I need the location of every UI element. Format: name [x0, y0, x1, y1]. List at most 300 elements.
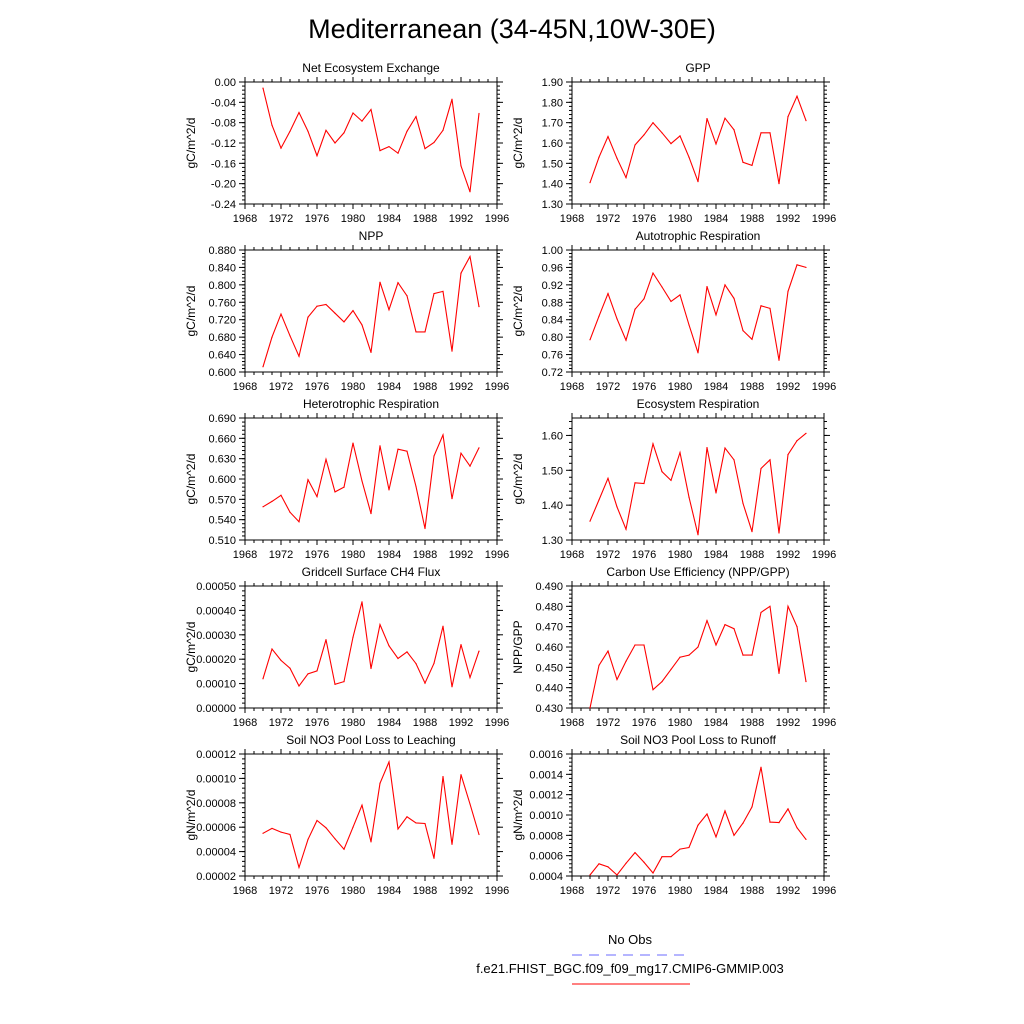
data-point: [778, 183, 779, 184]
data-point: [388, 489, 389, 490]
data-point: [280, 495, 281, 496]
series-line: [590, 96, 806, 184]
y-tick-label: 1.80: [541, 97, 563, 110]
data-point: [643, 298, 644, 299]
series-line: [263, 88, 479, 192]
data-point: [424, 528, 425, 529]
y-tick-label: 0.630: [208, 453, 236, 466]
data-point: [424, 148, 425, 149]
data-point: [715, 314, 716, 315]
data-point: [334, 491, 335, 492]
data-point: [433, 663, 434, 664]
y-tick-label: 1.50: [541, 465, 563, 478]
data-point: [742, 823, 743, 824]
y-tick-label: 0.00030: [196, 629, 236, 642]
data-point: [352, 827, 353, 828]
data-point: [778, 673, 779, 674]
data-point: [706, 447, 707, 448]
data-point: [616, 318, 617, 319]
data-point: [787, 454, 788, 455]
data-point: [643, 483, 644, 484]
series-line: [263, 435, 479, 529]
x-tick-label: 1972: [595, 549, 621, 561]
data-point: [724, 624, 725, 625]
panel-net-ecosystem-exchange: [184, 61, 509, 225]
y-tick-label: 0.00040: [196, 605, 236, 618]
data-point: [715, 836, 716, 837]
x-tick-label: 1972: [268, 549, 294, 561]
data-point: [670, 856, 671, 857]
data-point: [679, 848, 680, 849]
data-point: [370, 841, 371, 842]
y-tick-label: 0.00012: [196, 749, 236, 761]
data-point: [598, 316, 599, 317]
data-point: [751, 339, 752, 340]
y-tick-label: 0.840: [208, 262, 236, 275]
data-point: [451, 350, 452, 351]
panel-title: Soil NO3 Pool Loss to Leaching: [286, 733, 456, 747]
data-point: [397, 658, 398, 659]
data-point: [589, 521, 590, 522]
x-tick-label: 1988: [412, 717, 438, 729]
x-tick-label: 1980: [667, 717, 693, 729]
data-point: [298, 112, 299, 113]
data-point: [733, 459, 734, 460]
data-point: [769, 308, 770, 309]
data-point: [625, 177, 626, 178]
data-point: [451, 99, 452, 100]
y-axis-label: gC/m^2/d: [184, 285, 198, 337]
data-point: [751, 655, 752, 656]
x-tick-label: 1968: [232, 213, 258, 225]
data-point: [697, 181, 698, 182]
x-tick-label: 1988: [412, 885, 438, 897]
plot-frame: [572, 250, 824, 372]
x-tick-label: 1968: [559, 381, 585, 393]
x-tick-label: 1976: [304, 885, 330, 897]
data-point: [262, 678, 263, 679]
x-tick-label: 1988: [412, 381, 438, 393]
data-point: [643, 644, 644, 645]
data-point: [769, 132, 770, 133]
data-point: [679, 657, 680, 658]
data-point: [352, 637, 353, 638]
data-point: [787, 606, 788, 607]
y-tick-label: 0.84: [541, 314, 563, 327]
y-tick-label: 0.600: [208, 367, 236, 379]
y-tick-label: 0.00002: [196, 871, 236, 883]
data-point: [751, 806, 752, 807]
y-tick-label: 0.72: [541, 367, 563, 379]
data-point: [406, 295, 407, 296]
x-tick-label: 1968: [559, 717, 585, 729]
panel-title: Soil NO3 Pool Loss to Runoff: [620, 733, 776, 747]
data-point: [460, 644, 461, 645]
x-tick-label: 1976: [631, 885, 657, 897]
data-point: [460, 453, 461, 454]
y-tick-label: 0.880: [208, 245, 236, 257]
data-point: [379, 282, 380, 283]
series-line: [263, 257, 479, 367]
x-tick-label: 1968: [232, 717, 258, 729]
y-tick-label: 0.00010: [196, 678, 236, 691]
data-point: [652, 272, 653, 273]
y-tick-label: -0.04: [210, 97, 236, 110]
x-tick-label: 1980: [340, 213, 366, 225]
data-point: [424, 331, 425, 332]
x-tick-label: 1980: [667, 213, 693, 225]
data-point: [442, 776, 443, 777]
y-tick-label: 0.92: [541, 279, 563, 292]
y-tick-label: 0.680: [208, 332, 236, 345]
data-point: [352, 442, 353, 443]
data-point: [742, 330, 743, 331]
data-point: [433, 455, 434, 456]
data-point: [271, 125, 272, 126]
x-tick-label: 1984: [376, 381, 402, 393]
data-point: [370, 513, 371, 514]
y-tick-label: 0.0010: [529, 810, 563, 822]
data-point: [661, 286, 662, 287]
y-tick-label: 0.480: [535, 601, 563, 614]
y-tick-label: 0.00050: [196, 581, 236, 593]
data-point: [262, 833, 263, 834]
data-point: [706, 286, 707, 287]
y-tick-label: 1.00: [541, 245, 563, 257]
data-point: [406, 451, 407, 452]
data-point: [271, 648, 272, 649]
x-tick-label: 1976: [304, 381, 330, 393]
data-point: [715, 143, 716, 144]
y-tick-label: 0.00008: [196, 797, 236, 810]
data-point: [289, 512, 290, 513]
data-point: [688, 655, 689, 656]
panel-title: Gridcell Surface CH4 Flux: [301, 565, 441, 579]
data-point: [805, 120, 806, 121]
x-tick-label: 1984: [376, 885, 402, 897]
data-point: [742, 503, 743, 504]
data-point: [724, 447, 725, 448]
legend-label-model: f.e21.FHIST_BGC.f09_f09_mg17.CMIP6-GMMIP.003: [476, 961, 784, 976]
data-point: [334, 313, 335, 314]
data-point: [697, 646, 698, 647]
data-point: [805, 839, 806, 840]
x-tick-label: 1968: [559, 549, 585, 561]
data-point: [778, 822, 779, 823]
data-point: [469, 466, 470, 467]
y-tick-label: 0.0008: [529, 830, 563, 843]
x-tick-label: 1984: [376, 549, 402, 561]
data-point: [415, 663, 416, 664]
data-point: [805, 267, 806, 268]
data-point: [643, 134, 644, 135]
panel-gridcell-surface-ch4-flux: [184, 565, 509, 729]
data-point: [298, 685, 299, 686]
x-tick-label: 1988: [739, 381, 765, 393]
data-point: [724, 284, 725, 285]
data-point: [652, 872, 653, 873]
data-point: [706, 118, 707, 119]
data-point: [769, 459, 770, 460]
data-point: [415, 116, 416, 117]
data-point: [616, 874, 617, 875]
data-point: [787, 291, 788, 292]
data-point: [478, 447, 479, 448]
x-tick-label: 1992: [775, 549, 801, 561]
data-point: [307, 479, 308, 480]
data-point: [415, 486, 416, 487]
data-point: [325, 639, 326, 640]
data-point: [760, 612, 761, 613]
data-point: [370, 352, 371, 353]
y-tick-label: 0.0014: [529, 769, 563, 782]
plot-frame: [245, 418, 497, 540]
data-point: [589, 182, 590, 183]
data-point: [262, 366, 263, 367]
y-tick-label: 1.60: [541, 430, 563, 443]
y-tick-label: 0.00010: [196, 773, 236, 786]
x-tick-label: 1976: [304, 549, 330, 561]
x-tick-label: 1992: [448, 885, 474, 897]
data-point: [298, 521, 299, 522]
y-tick-label: 0.510: [208, 535, 236, 547]
data-point: [778, 532, 779, 533]
data-point: [625, 340, 626, 341]
y-tick-label: 0.96: [541, 262, 563, 275]
data-point: [361, 121, 362, 122]
data-point: [379, 150, 380, 151]
data-point: [388, 309, 389, 310]
y-axis-label: gC/m^2/d: [184, 117, 198, 169]
data-point: [271, 828, 272, 829]
data-point: [307, 839, 308, 840]
y-tick-label: 0.0012: [529, 789, 563, 802]
x-tick-label: 1984: [376, 717, 402, 729]
y-tick-label: 0.00006: [196, 822, 236, 835]
y-tick-label: -0.08: [210, 117, 236, 130]
data-point: [616, 506, 617, 507]
data-point: [343, 487, 344, 488]
x-tick-label: 1976: [631, 213, 657, 225]
x-tick-label: 1980: [667, 885, 693, 897]
x-tick-label: 1984: [703, 885, 729, 897]
data-point: [670, 301, 671, 302]
x-tick-label: 1968: [559, 885, 585, 897]
data-point: [469, 191, 470, 192]
x-tick-label: 1972: [268, 381, 294, 393]
y-axis-label: NPP/GPP: [511, 620, 525, 674]
y-tick-label: -0.12: [210, 138, 236, 150]
data-point: [325, 304, 326, 305]
plot-frame: [572, 418, 824, 540]
plot-frame: [245, 82, 497, 204]
data-point: [271, 337, 272, 338]
data-point: [679, 452, 680, 453]
data-point: [697, 352, 698, 353]
data-point: [334, 838, 335, 839]
data-point: [370, 109, 371, 110]
data-point: [343, 849, 344, 850]
data-point: [643, 862, 644, 863]
y-axis-label: gC/m^2/d: [184, 621, 198, 673]
data-point: [442, 130, 443, 131]
series-line: [590, 265, 806, 360]
data-point: [388, 761, 389, 762]
data-point: [325, 827, 326, 828]
data-point: [424, 823, 425, 824]
data-point: [388, 645, 389, 646]
data-point: [706, 620, 707, 621]
data-point: [607, 866, 608, 867]
y-tick-label: 0.570: [208, 494, 236, 507]
data-point: [670, 669, 671, 670]
data-point: [715, 492, 716, 493]
data-point: [733, 129, 734, 130]
data-point: [796, 264, 797, 265]
data-point: [796, 96, 797, 97]
data-point: [397, 153, 398, 154]
plot-frame: [245, 586, 497, 708]
data-point: [787, 116, 788, 117]
data-point: [652, 689, 653, 690]
data-point: [679, 135, 680, 136]
data-point: [616, 679, 617, 680]
data-point: [352, 112, 353, 113]
figure-title: Mediterranean (34-45N,10W-30E): [308, 14, 716, 44]
x-tick-label: 1980: [667, 549, 693, 561]
data-point: [280, 660, 281, 661]
data-point: [307, 673, 308, 674]
data-point: [433, 293, 434, 294]
x-tick-label: 1996: [811, 549, 837, 561]
data-point: [652, 443, 653, 444]
panel-autotrophic-respiration: [511, 229, 836, 393]
data-point: [598, 863, 599, 864]
data-point: [742, 162, 743, 163]
data-point: [787, 808, 788, 809]
x-tick-label: 1996: [811, 213, 837, 225]
data-point: [280, 147, 281, 148]
data-point: [415, 822, 416, 823]
y-tick-label: 0.430: [535, 703, 563, 715]
x-tick-label: 1980: [340, 381, 366, 393]
data-point: [343, 132, 344, 133]
x-tick-label: 1992: [775, 213, 801, 225]
x-tick-label: 1988: [739, 549, 765, 561]
data-point: [388, 146, 389, 147]
x-tick-label: 1996: [811, 885, 837, 897]
x-tick-label: 1996: [484, 717, 510, 729]
data-point: [370, 668, 371, 669]
y-tick-label: 0.720: [208, 314, 236, 327]
data-point: [652, 122, 653, 123]
data-point: [262, 88, 263, 89]
x-tick-label: 1968: [559, 213, 585, 225]
data-point: [733, 298, 734, 299]
plot-frame: [572, 754, 824, 876]
panel-npp: [184, 229, 509, 393]
x-tick-label: 1980: [340, 717, 366, 729]
x-tick-label: 1984: [376, 213, 402, 225]
y-axis-label: gN/m^2/d: [184, 789, 198, 841]
x-tick-label: 1980: [667, 381, 693, 393]
x-tick-label: 1968: [232, 381, 258, 393]
y-tick-label: 0.600: [208, 474, 236, 486]
data-point: [796, 827, 797, 828]
y-axis-label: gC/m^2/d: [511, 453, 525, 505]
data-point: [688, 157, 689, 158]
data-point: [679, 294, 680, 295]
data-point: [634, 482, 635, 483]
y-tick-label: 0.690: [208, 413, 236, 425]
data-point: [325, 130, 326, 131]
data-point: [805, 433, 806, 434]
x-tick-label: 1968: [232, 885, 258, 897]
y-tick-label: 1.30: [541, 199, 563, 211]
x-tick-label: 1984: [703, 717, 729, 729]
panel-soil-no3-pool-loss-to-leaching: [184, 733, 509, 897]
data-point: [796, 440, 797, 441]
data-point: [451, 686, 452, 687]
data-point: [307, 317, 308, 318]
data-point: [760, 132, 761, 133]
series-line: [263, 602, 479, 687]
data-point: [478, 113, 479, 114]
data-point: [805, 681, 806, 682]
legend-label-no-obs: No Obs: [607, 932, 653, 947]
data-point: [271, 501, 272, 502]
data-point: [442, 434, 443, 435]
x-tick-label: 1996: [484, 885, 510, 897]
data-point: [625, 661, 626, 662]
x-tick-label: 1992: [448, 549, 474, 561]
data-point: [397, 828, 398, 829]
data-point: [406, 651, 407, 652]
data-point: [625, 529, 626, 530]
data-point: [280, 313, 281, 314]
x-tick-label: 1996: [484, 213, 510, 225]
y-tick-label: 0.0016: [529, 749, 563, 761]
data-point: [451, 498, 452, 499]
panel-heterotrophic-respiration: [184, 397, 509, 561]
data-point: [280, 831, 281, 832]
data-point: [625, 863, 626, 864]
x-tick-label: 1980: [340, 885, 366, 897]
data-point: [661, 856, 662, 857]
panel-gpp: [511, 61, 836, 225]
panel-title: Autotrophic Respiration: [635, 229, 761, 243]
data-point: [442, 291, 443, 292]
y-tick-label: 0.00000: [196, 703, 236, 715]
x-tick-label: 1992: [775, 717, 801, 729]
y-tick-label: 0.470: [535, 621, 563, 634]
data-point: [670, 480, 671, 481]
data-point: [589, 339, 590, 340]
data-point: [598, 665, 599, 666]
data-point: [460, 272, 461, 273]
data-point: [289, 834, 290, 835]
data-point: [397, 282, 398, 283]
data-point: [634, 644, 635, 645]
data-point: [289, 335, 290, 336]
y-tick-label: 1.40: [541, 500, 563, 513]
y-axis-label: gC/m^2/d: [511, 285, 525, 337]
x-tick-label: 1976: [631, 381, 657, 393]
y-tick-label: 0.00004: [196, 846, 236, 859]
data-point: [316, 155, 317, 156]
data-point: [589, 707, 590, 708]
x-tick-label: 1992: [448, 213, 474, 225]
